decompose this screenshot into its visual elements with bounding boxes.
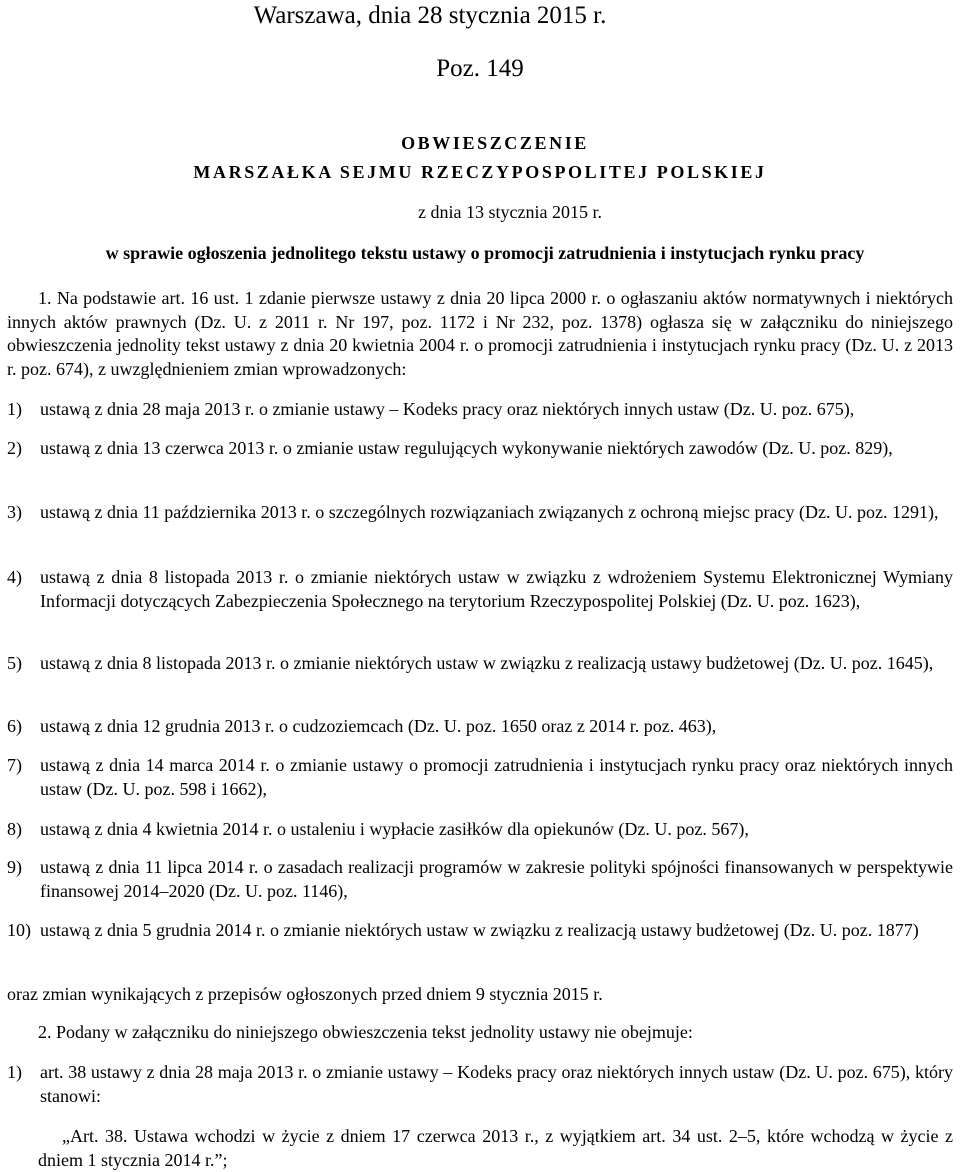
amendment-item [7, 753, 953, 801]
item-number: 1) [7, 1062, 22, 1082]
amendment-item [7, 500, 953, 524]
paragraph-2: 2. Podany w załączniku do niniejszego obwieszczenia tekst jednolity ustawy nie obejmuje: [38, 1022, 693, 1042]
amendment-item [7, 714, 953, 738]
item-text: ustawą z dnia 12 grudnia 2013 r. o cudzoziemcach (Dz. U. poz. 1650 oraz z 2014 r. poz. 463), [40, 716, 717, 736]
item-text: ustawą z dnia 11 lipca 2014 r. o zasadach realizacji programów w zakresie polityki spójności finansowanych w perspektywie finansowej 2014–2020 (Dz. U. poz. 1146), [40, 857, 953, 901]
item-number: 9) [7, 857, 22, 877]
item-text: ustawą z dnia 14 marca 2014 r. o zmianie ustawy o promocji zatrudnienia i instytucjach rynku pracy oraz niektórych innych ustaw (Dz. U. poz. 598 i 1662), [40, 755, 953, 799]
quoted-article: „Art. 38. Ustawa wchodzi w życie z dniem 17 czerwca 2013 r., z wyjątkiem art. 34 ust. 2–5, które wchodzą w życie z dniem 1 stycznia 2014 r.”; [38, 1126, 953, 1170]
amendment-item [7, 397, 953, 421]
closing-paragraph: oraz zmian wynikających z przepisów ogłoszonych przed dniem 9 stycznia 2015 r. [7, 984, 603, 1004]
amendment-item [7, 855, 953, 903]
amendment-item [7, 918, 953, 942]
amendment-item [7, 651, 953, 675]
exclusion-item [7, 1060, 953, 1108]
paragraph-1: 1. Na podstawie art. 16 ust. 1 zdanie pierwsze ustawy z dnia 20 lipca 2000 r. o ogłaszaniu aktów normatywnych i niektórych innych aktów prawnych (Dz. U. z 2011 r. Nr 197, poz. 1172 i Nr 232, poz. 1378) ogłasza się w załączniku do niniejszego obwieszczenia jednolity tekst ustawy z dnia 20 kwietnia 2004 r. o promocji zatrudnienia i instytucjach rynku pracy (Dz. U. z 2013 r. poz. 674), z uwzględnieniem zmian wprowadzonych: [7, 288, 953, 379]
item-text: art. 38 ustawy z dnia 28 maja 2013 r. o zmianie ustawy – Kodeks pracy oraz niektórych innych ustaw (Dz. U. poz. 675), który stanowi: [40, 1062, 953, 1106]
item-number: 10) [7, 920, 31, 940]
document-date: z dnia 13 stycznia 2015 r. [418, 202, 602, 222]
item-number: 7) [7, 755, 22, 775]
item-number: 5) [7, 653, 22, 673]
item-text: ustawą z dnia 8 listopada 2013 r. o zmianie niektórych ustaw w związku z wdrożeniem Systemu Elektronicznej Wymiany Informacji dotyczących Zabezpieczenia Społecznego na terytorium Rzeczypospolitej Polskiej (Dz. U. poz. 1623), [40, 567, 953, 611]
item-number: 1) [7, 399, 22, 419]
item-text: ustawą z dnia 4 kwietnia 2014 r. o ustaleniu i wypłacie zasiłków dla opiekunów (Dz. U. poz. 567), [40, 819, 749, 839]
place-date-header: Warszawa, dnia 28 stycznia 2015 r. [253, 2, 607, 29]
item-text: ustawą z dnia 8 listopada 2013 r. o zmianie niektórych ustaw w związku z realizacją ustawy budżetowej (Dz. U. poz. 1645), [40, 653, 934, 673]
amendment-item [7, 436, 953, 460]
item-text: ustawą z dnia 5 grudnia 2014 r. o zmianie niektórych ustaw w związku z realizacją ustawy budżetowej (Dz. U. poz. 1877) [40, 920, 919, 940]
item-number: 6) [7, 716, 22, 736]
issuer-title: MARSZAŁKA SEJMU RZECZYPOSPOLITEJ POLSKIEJ [193, 162, 767, 182]
item-text: ustawą z dnia 13 czerwca 2013 r. o zmianie ustaw regulujących wykonywanie niektórych zawodów (Dz. U. poz. 829), [40, 438, 893, 458]
amendment-item [7, 817, 953, 841]
document-subject: w sprawie ogłoszenia jednolitego tekstu ustawy o promocji zatrudnienia i instytucjach rynku pracy [105, 243, 865, 263]
item-number: 8) [7, 819, 22, 839]
item-text: ustawą z dnia 28 maja 2013 r. o zmianie ustawy – Kodeks pracy oraz niektórych innych ustaw (Dz. U. poz. 675), [40, 399, 855, 419]
item-text: ustawą z dnia 11 października 2013 r. o szczególnych rozwiązaniach związanych z ochroną miejsc pracy (Dz. U. poz. 1291), [40, 502, 939, 522]
item-number: 4) [7, 567, 22, 587]
document-title: OBWIESZCZENIE [401, 133, 589, 153]
amendment-item [7, 565, 953, 613]
position-number: Poz. 149 [436, 55, 524, 82]
item-number: 2) [7, 438, 22, 458]
item-number: 3) [7, 502, 22, 522]
